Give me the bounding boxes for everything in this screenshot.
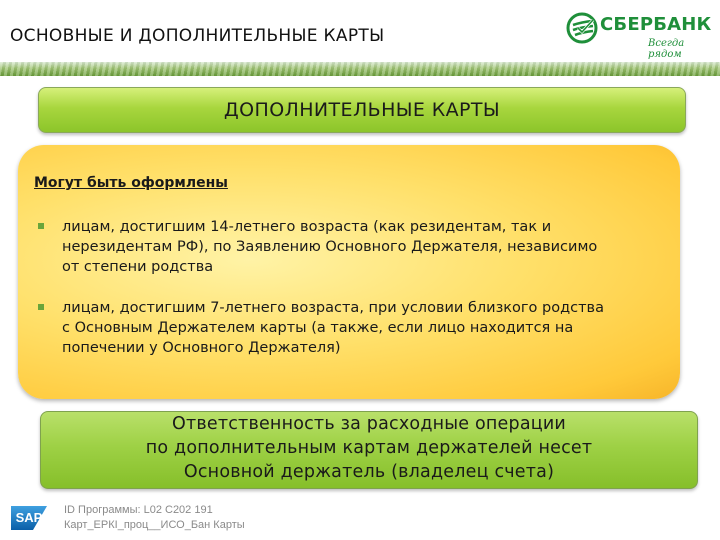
list-item-line: попечении у Основного Держателя) <box>62 340 341 356</box>
list-item-line: лицам, достигшим 14-летнего возраста (как резидентам, так и <box>62 219 552 235</box>
list-item-line: нерезидентам РФ), по Заявлению Основного Держателя, независимо <box>62 239 598 255</box>
document-path: Карт_ЕРКI_проц__ИСО_Бан Карты <box>64 519 245 531</box>
list-item-line: лицам, достигшим 7-летнего возраста, при условии близкого родства <box>62 300 604 316</box>
sap-logo <box>11 506 47 530</box>
program-id: ID Программы: L02 C202 191 <box>64 504 213 516</box>
section-title: ДОПОЛНИТЕЛЬНЫЕ КАРТЫ <box>223 99 501 121</box>
brand-name: СБЕРБАНК <box>600 14 712 35</box>
notice-line: Основной держатель (владелец счета) <box>183 462 555 482</box>
responsibility-notice <box>40 411 698 489</box>
list-item-line: с Основным Держателем карты (а также, если лицо находится на <box>62 320 574 336</box>
bullet-icon <box>38 223 44 229</box>
sap-logo-text: SAP <box>15 510 43 525</box>
brand-slogan: Всегда рядом <box>648 38 685 60</box>
header-grass-texture <box>0 62 720 76</box>
bullet-icon <box>38 304 44 310</box>
section-title-bar <box>38 87 686 133</box>
list-item-text <box>62 217 662 277</box>
sberbank-logo <box>566 12 714 58</box>
list-item-line: от степени родства <box>62 259 214 275</box>
notice-line: Ответственность за расходные операции <box>171 414 567 434</box>
notice-line: по дополнительным картам держателей несет <box>145 438 593 458</box>
list-item-text <box>62 298 662 358</box>
content-panel <box>18 145 680 399</box>
page-title: ОСНОВНЫЕ И ДОПОЛНИТЕЛЬНЫЕ КАРТЫ <box>10 26 385 46</box>
sberbank-mark-icon <box>566 12 598 44</box>
panel-heading: Могут быть оформлены <box>34 175 228 191</box>
